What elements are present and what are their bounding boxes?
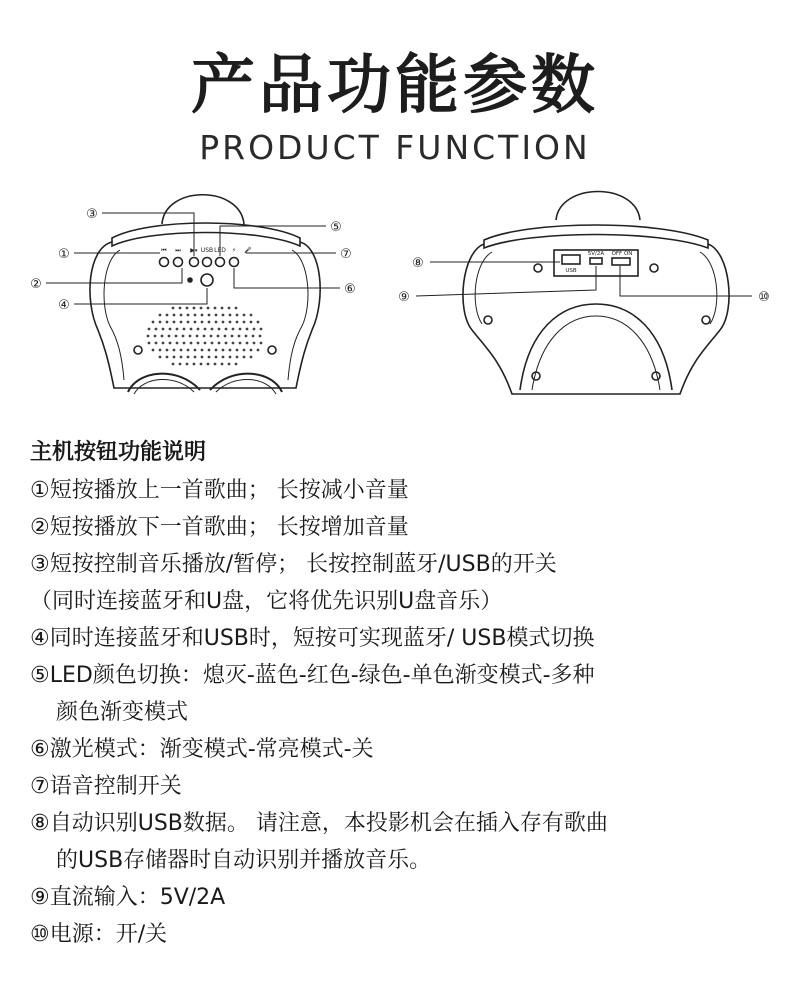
grille-hole [159,349,162,352]
grille-hole [229,321,232,324]
grille-hole [200,363,203,366]
grille-hole [259,335,262,338]
grille-hole [187,321,190,324]
grille-hole [215,356,218,359]
grille-hole [180,349,183,352]
grille-hole [169,328,172,331]
front-view-diagram [90,195,320,394]
function-item: ③短按控制音乐播放/暂停； 长按控制蓝牙/USB的开关 [30,552,557,577]
grille-hole [243,349,246,352]
grille-hole [197,342,200,345]
grille-hole [236,356,239,359]
grille-hole [173,356,176,359]
grille-hole [194,356,197,359]
grille-hole [193,307,196,310]
button-prev [160,258,169,267]
grille-hole [208,356,211,359]
grille-hole [218,328,221,331]
front-button-labels [161,246,252,254]
grille-hole [166,314,169,317]
grille-hole [229,314,232,317]
grille-hole [203,335,206,338]
grille-hole [201,321,204,324]
grille-hole [208,349,211,352]
grille-hole [225,342,228,345]
grille-hole [250,314,253,317]
grille-hole [215,349,218,352]
callout-9: ⑨ [398,290,410,305]
grille-hole [250,356,253,359]
dc-port-label: 5V/2A [587,251,605,257]
callout-4: ④ [58,298,70,313]
grille-hole [183,328,186,331]
grille-hole [215,314,218,317]
grille-hole [196,335,199,338]
callout-7: ⑦ [340,247,352,262]
grille-hole [224,335,227,338]
grille-hole [200,307,203,310]
grille-hole [243,321,246,324]
grille-hole [186,363,189,366]
grille-hole [235,307,238,310]
grille-hole [183,342,186,345]
grille-hole [229,349,232,352]
grille-hole [166,321,169,324]
callout-8: ⑧ [412,256,424,271]
grille-hole [217,335,220,338]
grille-hole [201,356,204,359]
function-item: ⑧自动识别USB数据。 请注意，本投影机会在插入存有歌曲 [30,811,608,836]
label-prev: ⏮ [161,247,167,254]
grille-hole [211,328,214,331]
grille-hole [194,349,197,352]
grille-hole [232,342,235,345]
grille-hole [159,314,162,317]
grille-hole [257,321,260,324]
grille-hole [204,328,207,331]
grille-hole [236,314,239,317]
grille-hole [252,335,255,338]
grille-hole [246,342,249,345]
front-dome [162,195,244,224]
grille-hole [222,321,225,324]
page-title: 产品功能参数 [191,49,599,123]
grille-hole [162,328,165,331]
grille-hole [236,349,239,352]
grille-hole [154,335,157,338]
grille-hole [182,335,185,338]
grille-hole [239,328,242,331]
usb-port [562,255,580,264]
grille-hole [152,321,155,324]
grille-hole [225,328,228,331]
grille-hole [179,307,182,310]
power-switch [612,258,630,265]
grille-hole [210,335,213,338]
grille-hole [166,349,169,352]
button-play [190,258,199,267]
grille-hole [214,363,217,366]
grille-hole [204,342,207,345]
grille-hole [232,328,235,331]
grille-hole [260,328,263,331]
label-next: ⏭ [175,247,181,254]
grille-hole [173,349,176,352]
grille-hole [207,307,210,310]
grille-hole [176,328,179,331]
button-next [174,258,183,267]
grille-hole [159,321,162,324]
grille-hole [190,342,193,345]
switch-label: OFF ON [611,251,633,257]
grille-hole [172,307,175,310]
grille-hole [228,363,231,366]
grille-hole [201,314,204,317]
button-voice [201,274,213,286]
grille-hole [197,328,200,331]
grille-hole [260,342,263,345]
function-item: ⑦语音控制开关 [30,774,182,799]
label-laser: ⚡ [231,247,237,254]
callout-10: ⑩ [758,290,770,305]
grille-hole [152,349,155,352]
grille-hole [208,314,211,317]
dc-port [590,258,602,264]
grille-hole [187,349,190,352]
function-item: ②短按播放下一首歌曲； 长按增加音量 [30,515,409,540]
grille-hole [229,356,232,359]
grille-hole [207,363,210,366]
button-usb [203,258,212,267]
section-heading: 主机按钮功能说明 [30,440,207,465]
grille-hole [173,321,176,324]
grille-hole [166,356,169,359]
grille-hole [221,363,224,366]
grille-hole [147,335,150,338]
button-laser [230,258,239,267]
grille-hole [168,335,171,338]
grille-hole [208,321,211,324]
grille-hole [179,363,182,366]
grille-hole [148,328,151,331]
grille-hole [190,328,193,331]
grille-hole [201,349,204,352]
page-subtitle: PRODUCT FUNCTION [199,128,591,167]
grille-hole [180,356,183,359]
function-item: ①短按播放上一首歌曲； 长按减小音量 [30,478,409,503]
grille-hole [243,314,246,317]
label-play: ▶⏸ [190,247,198,254]
back-top-band [484,225,708,248]
grille-hole [243,356,246,359]
function-item: 颜色渐变模式 [56,700,189,725]
grille-hole [222,314,225,317]
label-led: LED [214,247,226,254]
grille-hole [148,342,151,345]
back-arch [520,304,672,390]
label-usb: USB [200,247,214,254]
grille-hole [172,363,175,366]
grille-hole [169,342,172,345]
callout-5: ⑤ [330,220,342,235]
grille-hole [218,342,221,345]
function-list [30,472,780,953]
front-foot-right [210,374,282,392]
grille-hole [231,335,234,338]
grille-hole [180,314,183,317]
grille-hole [245,335,248,338]
grille-hole [173,314,176,317]
grille-hole [194,314,197,317]
callout-6: ⑥ [344,282,356,297]
grille-hole [186,307,189,310]
grille-hole [253,342,256,345]
grille-hole [155,328,158,331]
function-item: ⑨直流输入：5V/2A [30,885,226,910]
grille-hole [155,342,158,345]
speaker-grille [147,307,263,366]
grille-hole [215,321,218,324]
grille-hole [221,307,224,310]
grille-hole [187,314,190,317]
back-callouts [398,256,770,305]
back-dome [556,192,640,221]
grille-hole [159,356,162,359]
grille-hole [253,328,256,331]
grille-hole [162,342,165,345]
function-item: ⑤LED颜色切换：熄灭-蓝色-红色-绿色-单色渐变模式-多种 [30,663,595,688]
function-item: ⑥激光模式：渐变模式-常亮模式-关 [30,737,374,762]
function-item: ④同时连接蓝牙和USB时，短按可实现蓝牙/ USB模式切换 [30,626,595,651]
button-led [216,258,225,267]
callout-1: ① [58,247,70,262]
label-voice: 🎤 [244,247,252,254]
grille-hole [235,363,238,366]
grille-hole [189,335,192,338]
grille-hole [176,342,179,345]
grille-hole [238,335,241,338]
grille-hole [222,356,225,359]
front-body [90,242,320,388]
product-diagrams [0,180,790,420]
grille-hole [180,321,183,324]
grille-hole [222,349,225,352]
grille-hole [194,321,197,324]
grille-hole [236,321,239,324]
grille-hole [187,356,190,359]
grille-hole [250,321,253,324]
usb-port-label: USB [565,268,577,274]
grille-hole [175,335,178,338]
function-item: （同时连接蓝牙和U盘，它将优先识别U盘音乐） [30,589,503,614]
grille-hole [239,342,242,345]
grille-hole [257,349,260,352]
callout-2: ② [30,277,42,292]
grille-hole [246,328,249,331]
function-item: ⑩电源：开/关 [30,922,168,947]
grille-hole [214,307,217,310]
grille-hole [228,307,231,310]
grille-hole [161,335,164,338]
function-item: 的USB存储器时自动识别并播放音乐。 [56,848,432,873]
front-foot-left [128,374,200,392]
grille-hole [250,349,253,352]
grille-hole [193,363,196,366]
callout-3: ③ [86,207,98,222]
grille-hole [211,342,214,345]
